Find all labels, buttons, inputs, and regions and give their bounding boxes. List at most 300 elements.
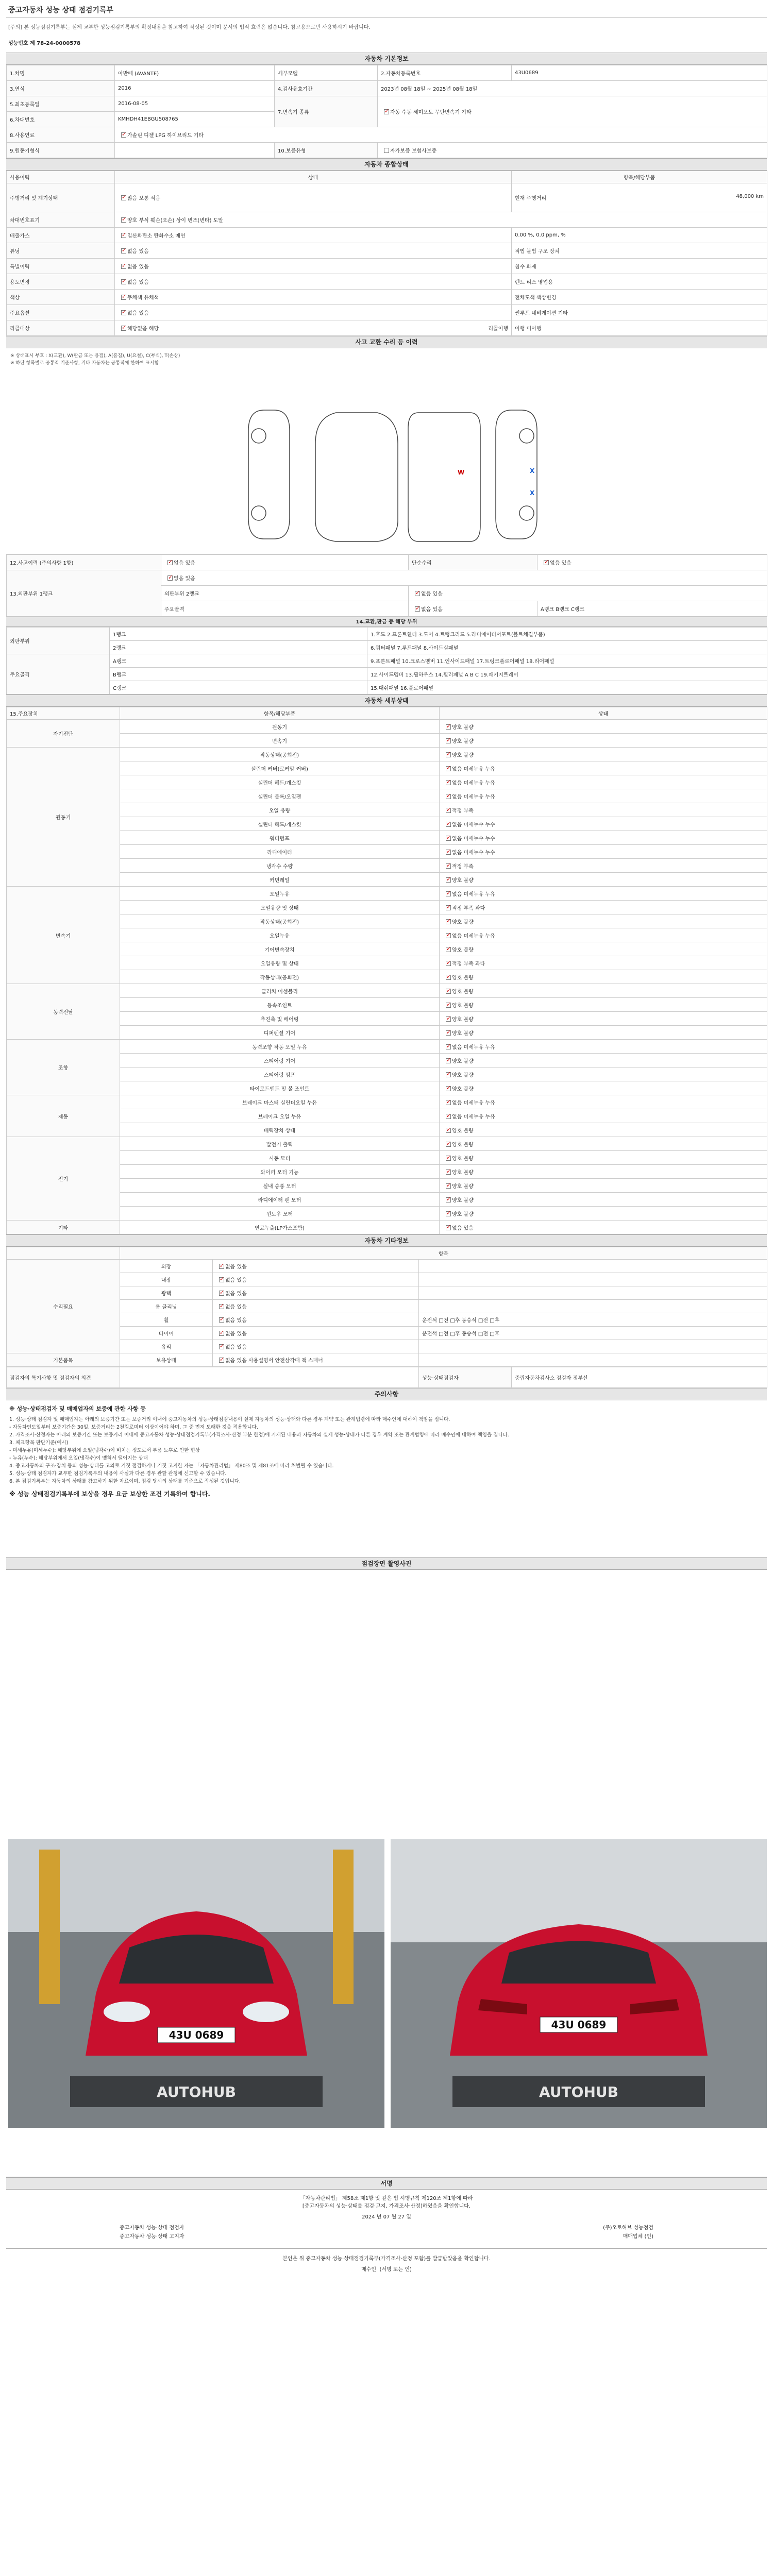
checkbox (544, 560, 549, 565)
detail-state (440, 1012, 767, 1026)
checkbox (446, 1100, 451, 1105)
detail-state (440, 1109, 767, 1123)
value-text: 없음 있음 사용설명서 안전삼각대 잭 스패너 (225, 1358, 323, 1364)
general-label: 주행거리 및 계기상태 (7, 183, 115, 212)
detail-state (440, 914, 767, 928)
legend-line: ※ 상태표시 부호 : X(교환), W(판금 또는 용접), A(흠집), U(요철), C(부식), T(손상) (10, 353, 180, 359)
detail-part: 오일누유 (120, 887, 440, 901)
detail-table (6, 707, 767, 1234)
state-text: 적정 부족 과다 (452, 961, 485, 967)
parts-items: 6.쿼터패널 7.루프패널 8.사이드실패널 (367, 641, 767, 654)
checkbox (446, 1086, 451, 1091)
other-extra (419, 1286, 767, 1300)
checkbox (446, 863, 451, 869)
checkbox (446, 1016, 451, 1022)
checkbox (121, 310, 126, 315)
state-text: 없음 미세누유 누유 (452, 1100, 495, 1106)
checkbox (446, 1211, 451, 1216)
section-signature: 서명 (6, 2177, 767, 2190)
detail-part: 추진축 및 베어링 (120, 1012, 440, 1026)
inspector-label: 성능·상태점검자 (419, 1367, 512, 1388)
car-outline-diagram (6, 348, 767, 554)
inspection-photo-rear (391, 1839, 767, 2128)
other-extra: 운전석 □전 □후 동승석 □전 □후 (419, 1313, 767, 1327)
section-other: 자동차 기타정보 (6, 1234, 767, 1247)
section-detail: 자동차 세부상태 (6, 694, 767, 707)
checkbox (446, 1030, 451, 1036)
caution-line: - 미세누유(미세누수): 해당부위에 오일(냉각수)이 비치는 정도로서 부품 노후로 인한 현상 (9, 1448, 200, 1453)
general-state (115, 212, 767, 228)
detail-group: 전기 (7, 1137, 120, 1221)
detail-row (7, 1179, 767, 1193)
detail-part: 실린더 헤드/개스킷 (120, 817, 440, 831)
state-text: 양호 불량 (452, 1016, 474, 1023)
detail-state (440, 775, 767, 789)
detail-state (440, 1151, 767, 1165)
general-label: 리콜대상 (7, 320, 115, 336)
other-row (7, 1313, 767, 1327)
detail-state (440, 1081, 767, 1095)
general-state (115, 290, 512, 305)
detail-state (440, 1165, 767, 1179)
damage-mark: W (458, 469, 465, 476)
other-value (213, 1260, 419, 1273)
value-text: 없음 있음 (225, 1304, 247, 1310)
checkbox (384, 109, 389, 114)
detail-row (7, 734, 767, 748)
checkbox (121, 264, 126, 269)
checkbox (446, 822, 451, 827)
detail-part: 동력조향 작동 오일 누유 (120, 1040, 440, 1054)
detail-state (440, 1026, 767, 1040)
value-text: 없음 있음 (174, 576, 195, 582)
checkbox (446, 1197, 451, 1202)
state-text: 적정 부족 (452, 808, 474, 814)
caution-final: ※ 성능 상태점검기록부에 보상을 경우 요금 보상한 조건 기록하여 합니다. (9, 1490, 210, 1498)
state-text: 양호 불량 (452, 1072, 474, 1078)
accident-label: 13.외판부위 1랭크 (7, 570, 161, 617)
detail-part: 연료누출(LP가스포함) (120, 1221, 440, 1234)
general-detail: 0.00 %, 0.0 ppm, % (512, 228, 767, 243)
state-text: 양호 불량 (452, 1197, 474, 1204)
accident-value: A랭크 B랭크 C랭크 (537, 601, 767, 617)
general-table (6, 171, 767, 336)
detail-row (7, 970, 767, 984)
state-text: 적정 부족 과다 (452, 905, 485, 911)
accident-label: 외판부위 2랭크 (161, 586, 409, 601)
detail-row (7, 1221, 767, 1234)
damage-diagram (6, 348, 767, 554)
checkbox (446, 961, 451, 966)
detail-group: 동력전달 (7, 984, 120, 1040)
detail-state (440, 720, 767, 734)
detail-state (440, 1067, 767, 1081)
detail-state (440, 1179, 767, 1193)
basic-value: 자동 수동 세미오토 무단변속기 기타 (390, 110, 472, 115)
state-text: 없음 있음 (452, 1225, 474, 1231)
detail-state (440, 1054, 767, 1067)
caution-line: 3. 체크항목 판단기준(예시) (9, 1440, 69, 1446)
state-text: 양호 불량 (452, 1058, 474, 1064)
col-header: 사용이력 (7, 171, 115, 183)
other-value (213, 1353, 419, 1367)
caution-line: 4. 중고자동차의 구조·장치 등의 성능·상태를 고의로 거짓 점검하거나 거짓 고지한 자는 「자동차관리법」 제80조 및 제81조에 따라 처벌될 수 있습니다. (9, 1463, 334, 1469)
state-text: 양호 불량 (452, 989, 474, 995)
parts-label: 주요골격 (7, 654, 110, 694)
detail-part: 기어변속장치 (120, 942, 440, 956)
inspector-value: 중립자동차검사소 점검자 정부선 (512, 1367, 767, 1388)
checkbox (446, 780, 451, 785)
detail-part: 작동상태(공회전) (120, 914, 440, 928)
other-label: 유리 (120, 1340, 213, 1353)
detail-part: 클러치 어셈블리 (120, 984, 440, 998)
sign-text: 「자동차관리법」 제58조 제1항 및 같은 법 시행규칙 제120조 제1항에 따라 (300, 2196, 473, 2201)
col-header: 상태 (115, 171, 512, 183)
report (6, 0, 767, 1570)
checkbox (219, 1331, 224, 1336)
accident-label: 주요골격 (161, 601, 409, 617)
doc-number-label: 성능번호 제 (8, 41, 35, 46)
detail-row (7, 1012, 767, 1026)
detail-state (440, 928, 767, 942)
parts-rank: A랭크 (110, 654, 367, 668)
plate-text: 43U 0689 (169, 2029, 224, 2041)
other-row (7, 1340, 767, 1353)
state-text: 없음 미세누수 누수 (452, 850, 495, 856)
detail-row (7, 1081, 767, 1095)
inspector-value: (주)오토허브 성능점검 (603, 2225, 653, 2231)
checkbox (121, 279, 126, 284)
price-label: 중고자동차 성능·상태 고지자 (120, 2234, 184, 2240)
detail-row (7, 928, 767, 942)
other-row (7, 1273, 767, 1286)
checkbox (446, 947, 451, 952)
sign-date: 2024 년 07 월 27 일 (362, 2214, 411, 2220)
general-label: 특별이력 (7, 259, 115, 274)
inspector-label: 중고자동차 성능·상태 점검자 (120, 2225, 184, 2231)
damage-mark: X (530, 467, 535, 474)
detail-row (7, 901, 767, 914)
basic-label: 6.차대번호 (7, 112, 115, 127)
general-state (115, 228, 512, 243)
general-detail: 썬루프 네비게이션 기타 (512, 305, 767, 320)
state-text: 없음 미세누유 누유 (452, 1114, 495, 1120)
state-text: 없음 있음 (127, 311, 149, 316)
state-text: 없음 미세누유 누유 (452, 891, 495, 897)
other-extra (419, 1340, 767, 1353)
mileage-value: 48,000 km (736, 194, 764, 199)
section-general: 자동차 종합상태 (6, 158, 767, 171)
state-text: 적정 부족 (452, 863, 474, 870)
buyer-sign: (서명 또는 인) (379, 2267, 412, 2273)
parts-label: 외판부위 (7, 628, 110, 654)
value-text: 없음 있음 (225, 1318, 247, 1324)
other-row (7, 1327, 767, 1340)
detail-part: 냉각수 수량 (120, 859, 440, 873)
detail-row (7, 1109, 767, 1123)
basic-value: 아반떼 (AVANTE) (115, 65, 275, 81)
brand-text: AUTOHUB (539, 2083, 618, 2100)
detail-part: 와이퍼 모터 기능 (120, 1165, 440, 1179)
checkbox (121, 326, 126, 331)
detail-part: 실내 송풍 모터 (120, 1179, 440, 1193)
parts-table (6, 627, 767, 694)
checkbox (167, 575, 173, 581)
state-text: 양호 부식 훼손(오손) 상이 변조(변타) 도말 (127, 218, 224, 224)
other-row (7, 1353, 767, 1367)
other-label: 휠 (120, 1313, 213, 1327)
checkbox (219, 1304, 224, 1309)
state-text: 양호 불량 (452, 752, 474, 758)
sign-text: [중고자동차의 성능·상태를 점검·고지, 가격조사·산정]하였음을 확인합니다. (302, 2204, 471, 2209)
signature-block (6, 2177, 767, 2249)
state-text: 없음 미세누수 누수 (452, 822, 495, 828)
checkbox (446, 1072, 451, 1077)
parts-rank: 2랭크 (110, 641, 367, 654)
sign-row (6, 2231, 767, 2240)
checkbox (219, 1277, 224, 1282)
state-text: 없음 미세누유 누유 (452, 766, 495, 772)
value-text: 없음 있음 (421, 591, 443, 597)
other-extra (419, 1260, 767, 1273)
parts-items: 15.대쉬패널 16.플로어패널 (367, 681, 767, 694)
state-text: 없음 미세누유 누유 (452, 780, 495, 786)
state-text: 없음 있음 (127, 264, 149, 270)
state-text: 없음 있음 (127, 280, 149, 285)
recall-label: 리콜이행 (488, 326, 508, 332)
detail-state (440, 970, 767, 984)
basic-label: 5.최초등록일 (7, 96, 115, 112)
basic-value (115, 143, 275, 158)
detail-row (7, 803, 767, 817)
checkbox (446, 1142, 451, 1147)
checkbox (446, 1128, 451, 1133)
other-value (213, 1286, 419, 1300)
buyer-label: 매수인 (361, 2267, 377, 2273)
detail-part: 작동상태(공회전) (120, 970, 440, 984)
value-text: 없음 있음 (550, 561, 572, 566)
state-text: 무채색 유채색 (127, 295, 159, 301)
detail-state (440, 873, 767, 887)
damage-mark: X (530, 489, 535, 497)
general-detail: 이행 미이행 (512, 320, 767, 336)
detail-row (7, 1137, 767, 1151)
state-text: 일산화탄소 탄화수소 매연 (127, 233, 186, 239)
state-text: 양호 불량 (452, 1156, 474, 1162)
detail-row (7, 1207, 767, 1221)
detail-row (7, 1165, 767, 1179)
basic-label: 4.검사유효기간 (275, 81, 378, 96)
section-accident: 사고 교환 수리 등 이력 (6, 336, 767, 348)
accident-value (161, 555, 409, 570)
section-caution: 주의사항 (6, 1388, 767, 1400)
detail-state (440, 1040, 767, 1054)
general-detail: 렌트 리스 영업용 (512, 274, 767, 290)
detail-part: 타이로드엔드 및 볼 조인트 (120, 1081, 440, 1095)
basic-label: 10.보증유형 (275, 143, 378, 158)
caution-line: 6. 본 점검기록부는 자동차의 상태를 참고하기 위한 자료이며, 점검 당시의 상태를 기준으로 작성된 것입니다. (9, 1479, 241, 1484)
basic-label: 2.자동차등록번호 (378, 65, 512, 81)
detail-state (440, 831, 767, 845)
detail-state (440, 748, 767, 761)
caution-block (6, 1400, 767, 1557)
detail-part: 변속기 (120, 734, 440, 748)
checkbox (219, 1344, 224, 1349)
basic-value: 2016 (115, 81, 275, 96)
checkbox (384, 148, 389, 153)
general-label: 주요옵션 (7, 305, 115, 320)
detail-state (440, 1193, 767, 1207)
detail-state (440, 845, 767, 859)
detail-part: 오일 유량 (120, 803, 440, 817)
detail-part: 오일유량 및 상태 (120, 901, 440, 914)
other-row (7, 1300, 767, 1313)
detail-row (7, 873, 767, 887)
detail-text: 현재 주행거리 (515, 196, 547, 201)
checkbox (446, 905, 451, 910)
detail-part: 브레이크 마스터 실린더오일 누유 (120, 1095, 440, 1109)
state-text: 양호 불량 (452, 919, 474, 925)
value-text: 없음 있음 (174, 561, 195, 566)
col-header: 상태 (440, 707, 767, 720)
basic-label: 3.연식 (7, 81, 115, 96)
basic-value: 자가보증 보험사보증 (390, 148, 437, 154)
detail-state (440, 887, 767, 901)
other-extra (419, 1353, 767, 1367)
detail-part: 스티어링 펌프 (120, 1067, 440, 1081)
detail-part: 배력장치 상태 (120, 1123, 440, 1137)
value-text: 없음 있음 (225, 1278, 247, 1283)
checkbox (446, 1114, 451, 1119)
detail-state (440, 1137, 767, 1151)
detail-part: 원동기 (120, 720, 440, 734)
caution-line: - 누유(누수): 해당부위에서 오일(냉각수)이 맺혀서 떨어지는 상태 (9, 1455, 148, 1461)
detail-state (440, 789, 767, 803)
state-text: 양호 불량 (452, 1211, 474, 1217)
state-text: 양호 불량 (452, 1003, 474, 1009)
detail-state (440, 1095, 767, 1109)
checkbox (219, 1264, 224, 1269)
accident-value (409, 601, 537, 617)
checkbox (446, 975, 451, 980)
state-text: 없음 미세누유 누유 (452, 1044, 495, 1050)
detail-row (7, 998, 767, 1012)
state-text: 양호 불량 (452, 1030, 474, 1037)
checkbox (446, 1058, 451, 1063)
detail-state (440, 817, 767, 831)
detail-state (440, 734, 767, 748)
detail-row (7, 789, 767, 803)
state-text: 많음 보통 적음 (127, 196, 161, 201)
detail-state (440, 803, 767, 817)
detail-row (7, 956, 767, 970)
general-state (115, 305, 512, 320)
detail-group: 자기진단 (7, 720, 120, 748)
caution-line: 5. 성능·상태 점검자가 교부한 점검기록부의 내용이 사실과 다른 경우 관할 관청에 신고할 수 있습니다. (9, 1471, 227, 1477)
state-text: 양호 불량 (452, 1183, 474, 1190)
detail-state (440, 1123, 767, 1137)
inspection-photo-front (8, 1839, 384, 2128)
section-photos: 점검장면 촬영사진 (6, 1557, 767, 1570)
detail-row (7, 887, 767, 901)
detail-row (7, 817, 767, 831)
detail-part: 워터펌프 (120, 831, 440, 845)
doc-number-line (6, 33, 767, 53)
other-value (213, 1340, 419, 1353)
checkbox (446, 1225, 451, 1230)
checkbox (121, 132, 126, 138)
checkbox (446, 1156, 451, 1161)
price-value: 매매업체 (인) (623, 2234, 653, 2240)
detail-part: 발전기 출력 (120, 1137, 440, 1151)
detail-state (440, 1207, 767, 1221)
basic-label: 세부모델 (275, 65, 378, 81)
checkbox (446, 989, 451, 994)
other-group: 수리필요 (7, 1260, 120, 1353)
detail-part: 시동 모터 (120, 1151, 440, 1165)
basic-table (6, 65, 767, 158)
detail-state (440, 859, 767, 873)
other-row (7, 1260, 767, 1273)
detail-part: 커먼레일 (120, 873, 440, 887)
accident-label: 12.사고이력 (주의사항 1항) (7, 555, 161, 570)
detail-row (7, 1151, 767, 1165)
col-header: 15.주요장치 (7, 707, 120, 720)
caution-line: 1. 성능·상태 점검자 및 매매업자는 아래의 보증기간 또는 보증거리 이내에 중고자동차의 성능·상태점검내용이 실제 자동차의 성능·상태와 다른 경우 계약 또는 관계법령에 따라 매수인에 대하여 책임을 집니다. (9, 1417, 450, 1422)
other-extra: 운전석 □전 □후 동승석 □전 □후 (419, 1327, 767, 1340)
detail-part: 오일유량 및 상태 (120, 956, 440, 970)
col-header: 항목/해당부품 (120, 707, 440, 720)
checkbox (446, 891, 451, 896)
general-detail (512, 183, 767, 212)
basic-label: 1.차명 (7, 65, 115, 81)
state-text: 양호 불량 (452, 1128, 474, 1134)
general-label: 색상 (7, 290, 115, 305)
general-label: 용도변경 (7, 274, 115, 290)
state-text: 양호 불량 (452, 1170, 474, 1176)
caution-line: - 자동차인도일부터 보증기간은 30일, 보증거리는 2천킬로미터 이상이어야 하며, 그 중 먼저 도래한 것을 적용합니다. (9, 1425, 258, 1430)
detail-state (440, 984, 767, 998)
checkbox (446, 933, 451, 938)
basic-value: 2023년 08월 18일 ~ 2025년 08월 18일 (378, 81, 767, 96)
basic-label: 7.변속기 종류 (275, 96, 378, 127)
checkbox (446, 724, 451, 730)
value-text: 없음 있음 (225, 1291, 247, 1297)
detail-row (7, 748, 767, 761)
detail-part: 실린더 헤드/개스킷 (120, 775, 440, 789)
detail-part: 스티어링 기어 (120, 1054, 440, 1067)
state-text: 없음 있음 (127, 249, 149, 255)
other-label: 내장 (120, 1273, 213, 1286)
other-group: 기본품목 (7, 1353, 120, 1367)
detail-part: 윈도우 모터 (120, 1207, 440, 1221)
checkbox (446, 752, 451, 757)
detail-part: 실린더 커버(로커암 커버) (120, 761, 440, 775)
accident-value (161, 570, 767, 586)
detail-group: 조향 (7, 1040, 120, 1095)
accident-value (537, 555, 767, 570)
detail-row (7, 845, 767, 859)
checkbox (446, 1003, 451, 1008)
car-front-photo (8, 1839, 384, 2128)
value-text: 없음 있음 (225, 1345, 247, 1350)
detail-part: 디퍼렌셜 기어 (120, 1026, 440, 1040)
detail-group: 원동기 (7, 748, 120, 887)
detail-state (440, 956, 767, 970)
other-row (7, 1286, 767, 1300)
checkbox (446, 850, 451, 855)
transmission-options (378, 96, 767, 127)
